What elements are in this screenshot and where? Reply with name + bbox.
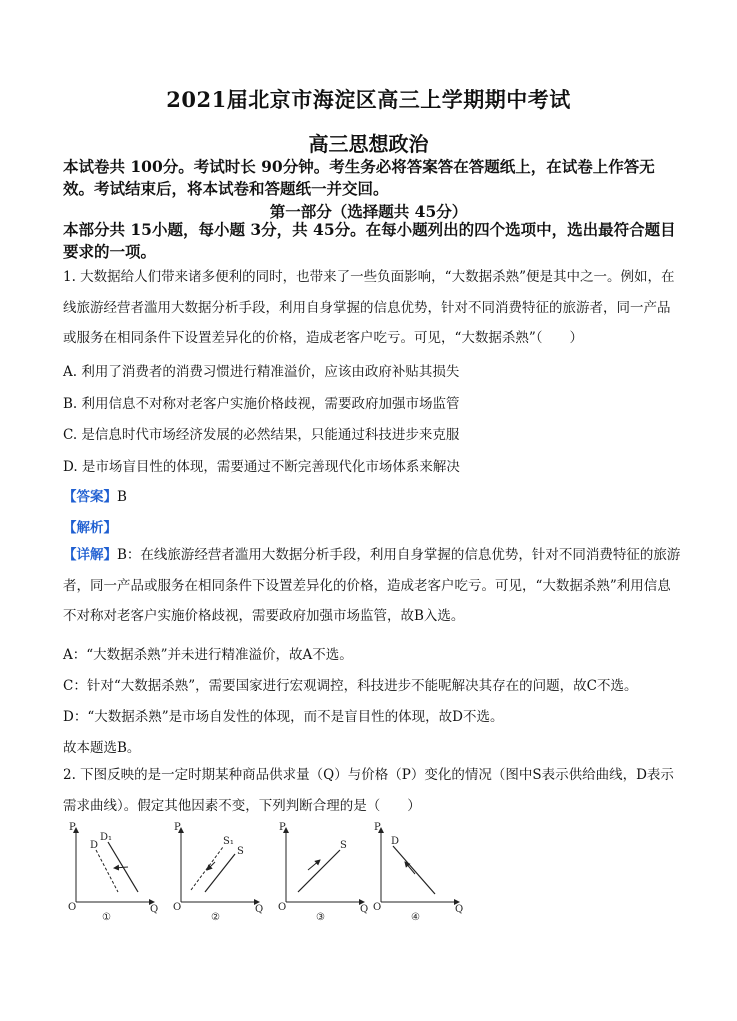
detail-text: B：在线旅游经营者滥用大数据分析手段，利用自身掌握的信息优势，针对不同消费特征的旅游者，同一产品或服务在相同条件下设置差异化的价格，造成老客户吃亏。可见，“大数据杀熟”利用信息不对称对老客户实施价格歧视，需要政府加强市场监管，故B入选。	[63, 547, 681, 624]
analysis-option-d: D：“大数据杀熟”是市场自发性的体现，而不是盲目性的体现，故D不选。	[63, 709, 504, 725]
graph-4-q-axis: Q	[455, 904, 464, 915]
question-1-option-c: C. 是信息时代市场经济发展的必然结果，只能通过科技进步来克服	[63, 427, 460, 443]
graph-1-origin: O	[68, 902, 77, 913]
detail-paragraph	[63, 540, 681, 632]
page-subtitle: 高三思想政治	[308, 132, 429, 156]
graph-2-label: ②	[211, 912, 220, 923]
graph-2-origin: O	[173, 902, 182, 913]
analysis-label: 【解析】	[63, 520, 117, 536]
graph-4	[373, 822, 463, 923]
question-1-stem: 1. 大数据给人们带来诸多便利的同时，也带来了一些负面影响，“大数据杀熟”便是其中之一。例如，在线旅游经营者滥用大数据分析手段，利用自身掌握的信息优势，针对不同消费特征的旅游者，同一产品或服务在相同条件下设置差异化的价格，造成老客户吃亏。可见，“大数据杀熟”（ ）	[63, 269, 675, 346]
part-one-description: 本部分共 15小题，每小题 3分，共 45分。在每小题列出的四个选项中，选出最符合题目要求的一项。	[63, 220, 676, 261]
answer-value: B	[117, 489, 127, 505]
graph-4-origin: O	[373, 902, 382, 913]
supply-demand-graphs	[66, 822, 464, 924]
graph-3-origin: O	[278, 902, 287, 913]
graph-4-label: ④	[411, 912, 420, 923]
graph-2	[173, 822, 263, 923]
analysis-line	[63, 516, 117, 536]
graph-2-curve-s: S	[237, 846, 244, 857]
answer-label: 【答案】	[63, 489, 117, 505]
graph-1	[68, 822, 158, 923]
part-one-title: 第一部分（选择题共 45分）	[269, 202, 468, 221]
graph-3	[278, 822, 368, 923]
graph-3-curve-s: S	[340, 840, 347, 851]
graph-1-curve-d: D	[90, 840, 99, 851]
question-2-stem: 2. 下图反映的是一定时期某种商品供求量（Q）与价格（P）变化的情况（图中S表示供给曲线，D表示需求曲线）。假定其他因素不变，下列判断合理的是（ ）	[63, 767, 674, 814]
analysis-conclusion: 故本题选B。	[63, 740, 141, 756]
graph-1-curve-d1: D₁	[100, 832, 113, 843]
question-1-option-a: A. 利用了消费者的消费习惯进行精准溢价，应该由政府补贴其损失	[63, 364, 460, 380]
graph-2-curve-s1: S₁	[223, 836, 234, 847]
analysis-option-a: A：“大数据杀熟”并未进行精准溢价，故A不选。	[63, 647, 353, 663]
graph-2-p-axis: P	[174, 822, 181, 833]
graph-1-q-axis: Q	[150, 904, 159, 915]
graph-1-p-axis: P	[69, 822, 76, 833]
graphs-svg	[66, 822, 464, 924]
graph-1-label: ①	[102, 912, 111, 923]
question-1-option-b: B. 利用信息不对称对老客户实施价格歧视，需要政府加强市场监管	[63, 396, 460, 412]
graph-3-q-axis: Q	[360, 904, 369, 915]
question-1-option-d: D. 是市场盲目性的体现，需要通过不断完善现代化市场体系来解决	[63, 459, 460, 475]
graph-4-curve-d: D	[391, 836, 400, 847]
graph-3-label: ③	[316, 912, 325, 923]
answer-line	[63, 485, 127, 505]
detail-label: 【详解】	[63, 547, 117, 563]
analysis-option-c: C：针对“大数据杀熟”，需要国家进行宏观调控，科技进步不能呢解决其存在的问题，故C不选。	[63, 678, 638, 694]
graph-4-p-axis: P	[374, 822, 381, 833]
graph-2-q-axis: Q	[255, 904, 264, 915]
exam-instructions: 本试卷共 100分。考试时长 90分钟。考生务必将答案答在答题纸上，在试卷上作答无效。考试结束后，将本试卷和答题纸一并交回。	[63, 157, 655, 198]
page-title: 2021届北京市海淀区高三上学期期中考试	[166, 87, 571, 112]
graph-3-p-axis: P	[279, 822, 286, 833]
